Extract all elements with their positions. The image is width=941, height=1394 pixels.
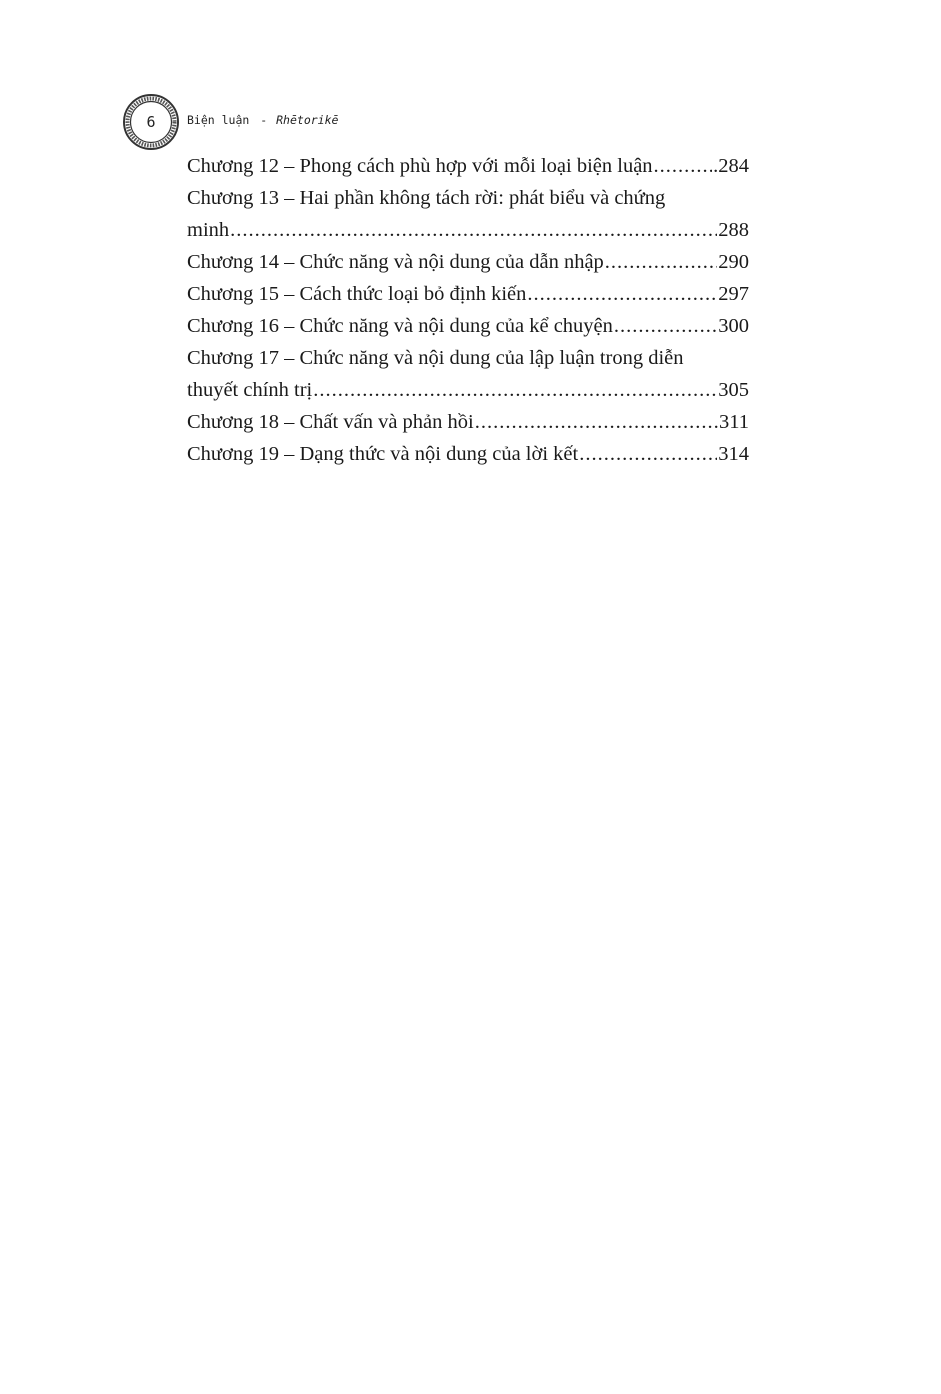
toc-entry-page: .284 (713, 155, 749, 177)
toc-entry-page: 311 (719, 411, 749, 433)
toc-entry-title: Chương 18 – Chất vấn và phản hồi (187, 411, 474, 433)
toc-entry-chapter-17[interactable] (187, 342, 749, 406)
toc-entry-chapter-19[interactable] (187, 438, 749, 470)
page-number: 6 (146, 113, 156, 131)
dot-leader (579, 438, 717, 470)
toc-entry-chapter-18[interactable] (187, 406, 749, 438)
toc-entry-title: Chương 12 – Phong cách phù hợp với mỗi loại biện luận (187, 155, 653, 177)
toc-entry-title: Chương 16 – Chức năng và nội dung của kể chuyện (187, 315, 613, 337)
toc-entry-page: 314 (718, 443, 749, 465)
toc-entry-page: 288 (718, 219, 749, 241)
toc-entry-chapter-14[interactable] (187, 246, 749, 278)
toc-entry-chapter-15[interactable] (187, 278, 749, 310)
book-subtitle: Rhētorikē (276, 113, 339, 127)
dot-leader (313, 374, 717, 406)
dot-leader (605, 246, 717, 278)
table-of-contents (187, 150, 749, 470)
header-separator: - (260, 113, 268, 127)
toc-entry-chapter-16[interactable] (187, 310, 749, 342)
toc-entry-title: Chương 17 – Chức năng và nội dung của lập luận trong diễn (187, 347, 684, 369)
toc-entry-page: 300 (718, 315, 749, 337)
dot-leader (527, 278, 717, 310)
dot-leader (654, 150, 713, 182)
book-title: Biện luận (187, 113, 250, 127)
toc-entry-page: 305 (718, 379, 749, 401)
toc-entry-title: Chương 15 – Cách thức loại bỏ định kiến (187, 283, 527, 305)
dot-leader (475, 406, 718, 438)
toc-entry-title: Chương 14 – Chức năng và nội dung của dẫn nhập (187, 251, 604, 273)
toc-entry-chapter-12[interactable] (187, 150, 749, 182)
toc-entry-title-continued: thuyết chính trị (187, 379, 313, 401)
toc-entry-page: 290 (718, 251, 749, 273)
toc-entry-page: 297 (718, 283, 749, 305)
page-number-badge (122, 93, 180, 151)
running-header (187, 113, 338, 127)
toc-entry-title: Chương 19 – Dạng thức và nội dung của lời kết (187, 443, 579, 465)
toc-entry-title: Chương 13 – Hai phần không tách rời: phát biểu và chứng (187, 187, 666, 209)
toc-entry-chapter-13[interactable] (187, 182, 749, 246)
toc-entry-title-continued: minh (187, 219, 230, 241)
dot-leader (230, 214, 717, 246)
dot-leader (614, 310, 717, 342)
